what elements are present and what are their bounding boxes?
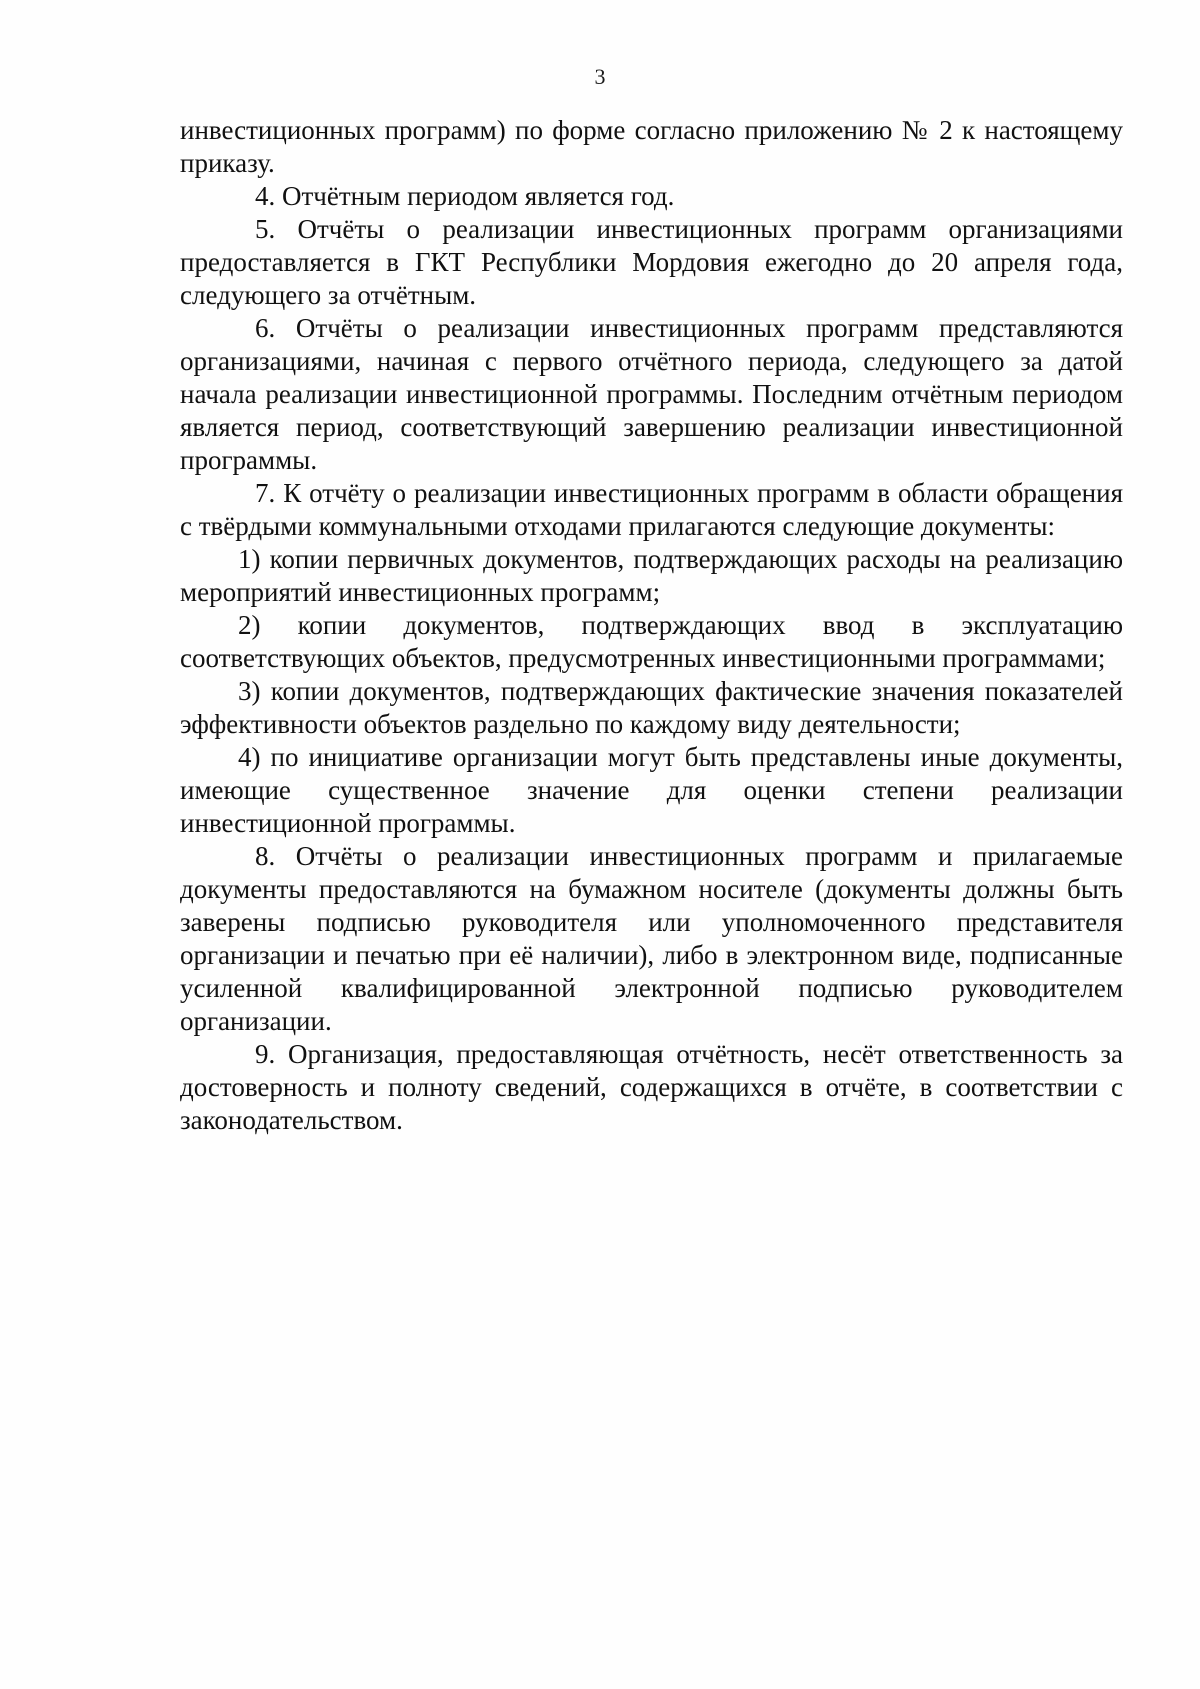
paragraph-item-4: 4. Отчётным периодом является год. [255,181,675,211]
paragraph-continuation: инвестиционных программ) по форме согласно приложению № 2 к настоящему приказу. [180,115,1123,178]
paragraph-item-8: 8. Отчёты о реализации инвестиционных программ и прилагаемые документы предоставляются на бумажном носителе (документы должны быть заверены подписью руководителя или уполномоченного представителя организации и печатью при её наличии), либо в электронном виде, подписанные усиленной квалифицированной электронной подписью руководителем организации. [180,841,1123,1036]
document-body [180,114,1123,1137]
paragraph-item-5: 5. Отчёты о реализации инвестиционных программ организациями предоставляется в ГКТ Республики Мордовия ежегодно до 20 апреля года, следующего за отчётным. [180,214,1123,310]
paragraph-item-7: 7. К отчёту о реализации инвестиционных программ в области обращения с твёрдыми коммунальными отходами прилагаются следующие документы: [180,478,1123,541]
subitem-1: 1) копии первичных документов, подтверждающих расходы на реализацию мероприятий инвестиционных программ; [180,544,1123,607]
paragraph-item-9: 9. Организация, предоставляющая отчётность, несёт ответственность за достоверность и полноту сведений, содержащихся в отчёте, в соответствии с законодательством. [180,1039,1123,1135]
subitem-3: 3) копии документов, подтверждающих фактические значения показателей эффективности объектов раздельно по каждому виду деятельности; [180,676,1123,739]
paragraph-item-6: 6. Отчёты о реализации инвестиционных программ представляются организациями, начиная с первого отчётного периода, следующего за датой начала реализации инвестиционной программы. Последним отчётным периодом является период, соответствующий завершению реализации инвестиционной программы. [180,313,1123,475]
subitem-2: 2) копии документов, подтверждающих ввод в эксплуатацию соответствующих объектов, предусмотренных инвестиционными программами; [180,610,1123,673]
page-number: 3 [594,64,606,89]
subitem-4: 4) по инициативе организации могут быть представлены иные документы, имеющие существенное значение для оценки степени реализации инвестиционной программы. [180,742,1123,838]
